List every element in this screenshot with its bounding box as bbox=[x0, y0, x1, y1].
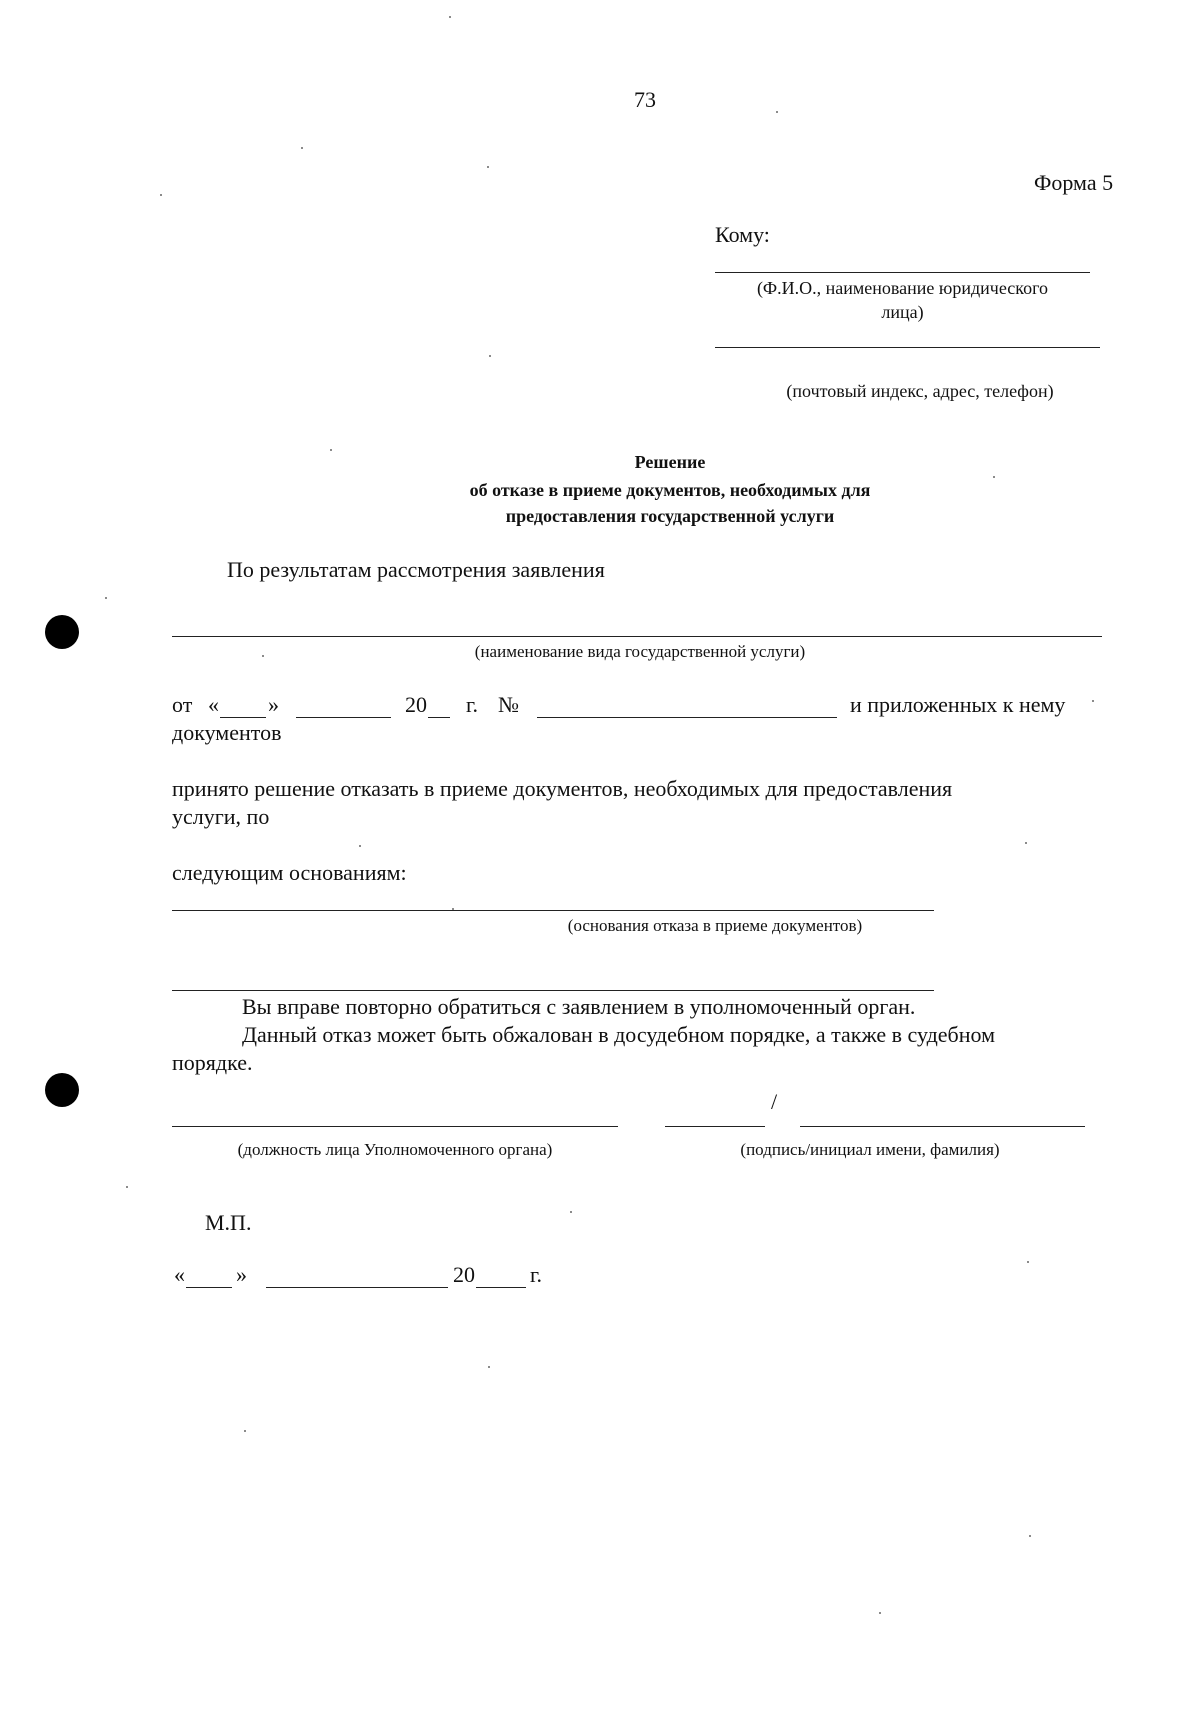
signature-slash: / bbox=[771, 1089, 778, 1114]
grounds-caption: (основания отказа в приеме документов) bbox=[567, 916, 863, 935]
sign-date-close-quote: » bbox=[236, 1262, 247, 1287]
stamp-label: М.П. bbox=[205, 1210, 252, 1235]
month-blank bbox=[296, 717, 391, 718]
scan-speck bbox=[449, 16, 451, 18]
document-subtitle-2: предоставления государственной услуги bbox=[505, 506, 835, 526]
decision-text-1: принято решение отказать в приеме документов, необходимых для предоставления bbox=[172, 776, 953, 801]
signature-caption: (подпись/инициал имени, фамилия) bbox=[740, 1140, 1000, 1159]
scan-speck bbox=[301, 147, 303, 149]
service-line bbox=[172, 636, 1102, 637]
decision-text-2: услуги, по bbox=[172, 804, 270, 829]
scan-speck bbox=[879, 1612, 881, 1614]
scan-speck bbox=[262, 655, 264, 657]
year-prefix: 20 bbox=[405, 692, 427, 717]
scan-speck bbox=[1025, 842, 1027, 844]
signature-line bbox=[665, 1126, 765, 1127]
grounds-line-2 bbox=[172, 990, 934, 991]
sign-date-open-quote: « bbox=[174, 1262, 185, 1287]
recipient-name-caption-1: (Ф.И.О., наименование юридического bbox=[756, 278, 1049, 298]
number-blank bbox=[537, 717, 837, 718]
appeal-text-1: Данный отказ может быть обжалован в досудебном порядке, а также в судебном bbox=[242, 1022, 996, 1047]
recipient-address-caption: (почтовый индекс, адрес, телефон) bbox=[786, 381, 1054, 401]
scan-speck bbox=[330, 449, 332, 451]
page-number: 73 bbox=[634, 87, 656, 112]
scan-speck bbox=[489, 355, 491, 357]
recipient-address-line bbox=[715, 347, 1100, 348]
day-blank bbox=[220, 717, 266, 718]
position-caption: (должность лица Уполномоченного органа) bbox=[237, 1140, 553, 1159]
name-line bbox=[800, 1126, 1085, 1127]
sign-year-prefix: 20 bbox=[453, 1262, 475, 1287]
punch-hole-bottom bbox=[45, 1073, 79, 1107]
grounds-line bbox=[172, 910, 934, 911]
documents-text: документов bbox=[172, 720, 282, 745]
appeal-text-2: порядке. bbox=[172, 1050, 253, 1075]
service-caption: (наименование вида государственной услуги) bbox=[474, 642, 806, 661]
intro-text: По результатам рассмотрения заявления bbox=[227, 557, 605, 582]
sign-year-blank bbox=[476, 1287, 526, 1288]
scan-speck bbox=[1029, 1535, 1031, 1537]
form-label: Форма 5 bbox=[1034, 170, 1114, 195]
sign-day-blank bbox=[186, 1287, 232, 1288]
scan-speck bbox=[244, 1430, 246, 1432]
scan-speck bbox=[359, 845, 361, 847]
scan-speck bbox=[488, 1366, 490, 1368]
date-from-label: от bbox=[172, 692, 193, 717]
attached-text: и приложенных к нему bbox=[850, 692, 1066, 717]
date-open-quote: « bbox=[208, 692, 219, 717]
scan-speck bbox=[1092, 700, 1094, 702]
scan-speck bbox=[993, 476, 995, 478]
right-text: Вы вправе повторно обратиться с заявлением в уполномоченный орган. bbox=[242, 994, 916, 1019]
scan-speck bbox=[160, 194, 162, 196]
recipient-label: Кому: bbox=[715, 222, 770, 247]
date-close-quote: » bbox=[268, 692, 279, 717]
grounds-text: следующим основаниям: bbox=[172, 860, 407, 885]
year-suffix: г. bbox=[466, 692, 479, 717]
scan-speck bbox=[487, 166, 489, 168]
scan-speck bbox=[570, 1211, 572, 1213]
year-blank bbox=[428, 717, 450, 718]
recipient-name-caption-2: лица) bbox=[881, 302, 924, 322]
document-subtitle-1: об отказе в приеме документов, необходимых для bbox=[469, 480, 871, 500]
scan-speck bbox=[1027, 1261, 1029, 1263]
scan-speck bbox=[105, 597, 107, 599]
document-title: Решение bbox=[634, 452, 706, 472]
sign-year-suffix: г. bbox=[530, 1262, 543, 1287]
scan-speck bbox=[126, 1186, 128, 1188]
scan-speck bbox=[776, 111, 778, 113]
recipient-name-line bbox=[715, 272, 1090, 273]
punch-hole-top bbox=[45, 615, 79, 649]
sign-month-blank bbox=[266, 1287, 448, 1288]
number-sign: № bbox=[498, 692, 519, 717]
position-line bbox=[172, 1126, 618, 1127]
